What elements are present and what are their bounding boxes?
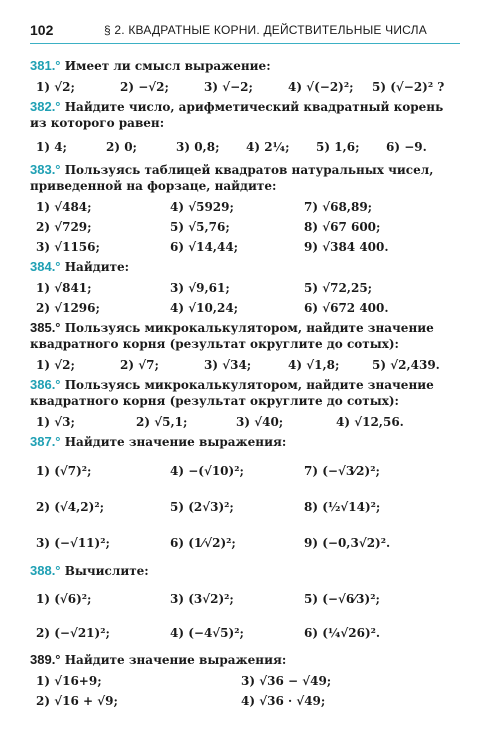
exercise-item: 7) (−√3⁄2)²; — [304, 464, 380, 478]
exercise-item: 1) √2; — [36, 80, 75, 94]
exercise-number: 383.° — [30, 162, 61, 177]
exercise-item: 4) √12,56. — [336, 415, 404, 429]
exercise-list — [30, 56, 460, 711]
exercise-question: Найдите значение выражения: — [64, 653, 287, 667]
exercise-item: 5) 1,6; — [316, 140, 360, 154]
page-number: 102 — [30, 22, 54, 38]
exercise-item: 2) (√4,2)²; — [36, 500, 105, 514]
exercise-item: 2) (−√21)²; — [36, 626, 110, 640]
exercise-item: 9) √384 400. — [304, 240, 389, 254]
exercise-item: 3) (3√2)²; — [170, 592, 234, 606]
exercise-item: 1) √841; — [36, 281, 92, 295]
exercise-item: 2) √5,1; — [136, 415, 188, 429]
exercise-item: 3) √−2; — [204, 80, 253, 94]
exercise-item: 4) (−4√5)²; — [170, 626, 244, 640]
exercise-number: 381.° — [30, 58, 61, 73]
exercise-item: 2) √1296; — [36, 301, 100, 315]
exercise-question: Пользуясь микрокалькулятором, найдите значение квадратного корня (результат округлите до сотых): — [30, 378, 434, 408]
exercise-number: 385.° — [30, 320, 61, 335]
section-title: § 2. КВАДРАТНЫЕ КОРНИ. ДЕЙСТВИТЕЛЬНЫЕ ЧИСЛА — [104, 23, 427, 37]
exercise-item: 1) (√6)²; — [36, 592, 92, 606]
exercise-item: 5) (−√6⁄3)²; — [304, 592, 380, 606]
exercise-item: 4) √10,24; — [170, 301, 239, 315]
page-header — [0, 0, 484, 44]
exercise-question: Найдите: — [64, 260, 130, 274]
exercise-389 — [30, 652, 460, 711]
exercise-item: 3) √1156; — [36, 240, 100, 254]
exercise-question: Найдите число, арифметический квадратный корень из которого равен: — [30, 100, 444, 130]
exercise-number: 386.° — [30, 377, 61, 392]
exercise-item: 1) 4; — [36, 140, 67, 154]
exercise-item: 2) 0; — [106, 140, 137, 154]
exercise-item: 4) 2¼; — [246, 140, 290, 154]
exercise-number: 388.° — [30, 563, 61, 578]
exercise-item: 3) √40; — [236, 415, 284, 429]
exercise-item: 2) −√2; — [120, 80, 169, 94]
exercise-item: 6) (¼√26)². — [304, 626, 381, 640]
exercise-item: 1) √3; — [36, 415, 75, 429]
exercise-item: 5) √2,439. — [372, 358, 440, 372]
exercise-question: Пользуясь таблицей квадратов натуральных чисел, приведенной на форзаце, найдите: — [30, 163, 434, 193]
exercise-386 — [30, 377, 460, 432]
exercise-item: 4) √1,8; — [288, 358, 340, 372]
exercise-item: 2) √7; — [120, 358, 159, 372]
exercise-number: 384.° — [30, 259, 61, 274]
exercise-381 — [30, 58, 460, 97]
exercise-item: 5) √5,76; — [170, 220, 230, 234]
exercise-question: Имеет ли смысл выражение: — [64, 59, 271, 73]
exercise-item: 6) (1⁄√2)²; — [170, 536, 236, 550]
exercise-item: 1) √484; — [36, 200, 92, 214]
exercise-question: Найдите значение выражения: — [64, 435, 287, 449]
header-rule — [30, 43, 460, 44]
exercise-item: 1) √16+9; — [36, 674, 102, 688]
exercise-question: Пользуясь микрокалькулятором, найдите значение квадратного корня (результат округлите до сотых): — [30, 321, 434, 351]
exercise-item: 6) −9. — [386, 140, 427, 154]
exercise-item: 5) (√−2)² ? — [372, 80, 445, 94]
exercise-383 — [30, 162, 460, 257]
exercise-item: 1) (√7)²; — [36, 464, 92, 478]
exercise-question: Вычислите: — [64, 564, 149, 578]
exercise-387 — [30, 434, 460, 561]
exercise-item: 3) (−√11)²; — [36, 536, 110, 550]
exercise-number: 382.° — [30, 99, 61, 114]
exercise-item: 3) 0,8; — [176, 140, 220, 154]
exercise-item: 8) (½√14)²; — [304, 500, 381, 514]
exercise-number: 389.° — [30, 652, 61, 667]
exercise-item: 4) √(−2)²; — [288, 80, 354, 94]
exercise-item: 9) (−0,3√2)². — [304, 536, 391, 550]
exercise-item: 5) (2√3)²; — [170, 500, 234, 514]
exercise-382 — [30, 99, 460, 160]
exercise-item: 4) √5929; — [170, 200, 234, 214]
exercise-385 — [30, 320, 460, 375]
exercise-item: 8) √67 600; — [304, 220, 381, 234]
exercise-item: 1) √2; — [36, 358, 75, 372]
exercise-item: 2) √16 + √9; — [36, 694, 118, 708]
exercise-item: 5) √72,25; — [304, 281, 373, 295]
exercise-item: 4) √36 · √49; — [241, 694, 326, 708]
exercise-item: 6) √14,44; — [170, 240, 239, 254]
exercise-item: 3) √34; — [204, 358, 252, 372]
exercise-item: 6) √672 400. — [304, 301, 389, 315]
exercise-number: 387.° — [30, 434, 61, 449]
exercise-388 — [30, 563, 460, 650]
exercise-item: 2) √729; — [36, 220, 92, 234]
exercise-item: 4) −(√10)²; — [170, 464, 244, 478]
exercise-384 — [30, 259, 460, 318]
exercise-item: 3) √36 − √49; — [241, 674, 332, 688]
exercise-item: 7) √68,89; — [304, 200, 373, 214]
exercise-item: 3) √9,61; — [170, 281, 230, 295]
